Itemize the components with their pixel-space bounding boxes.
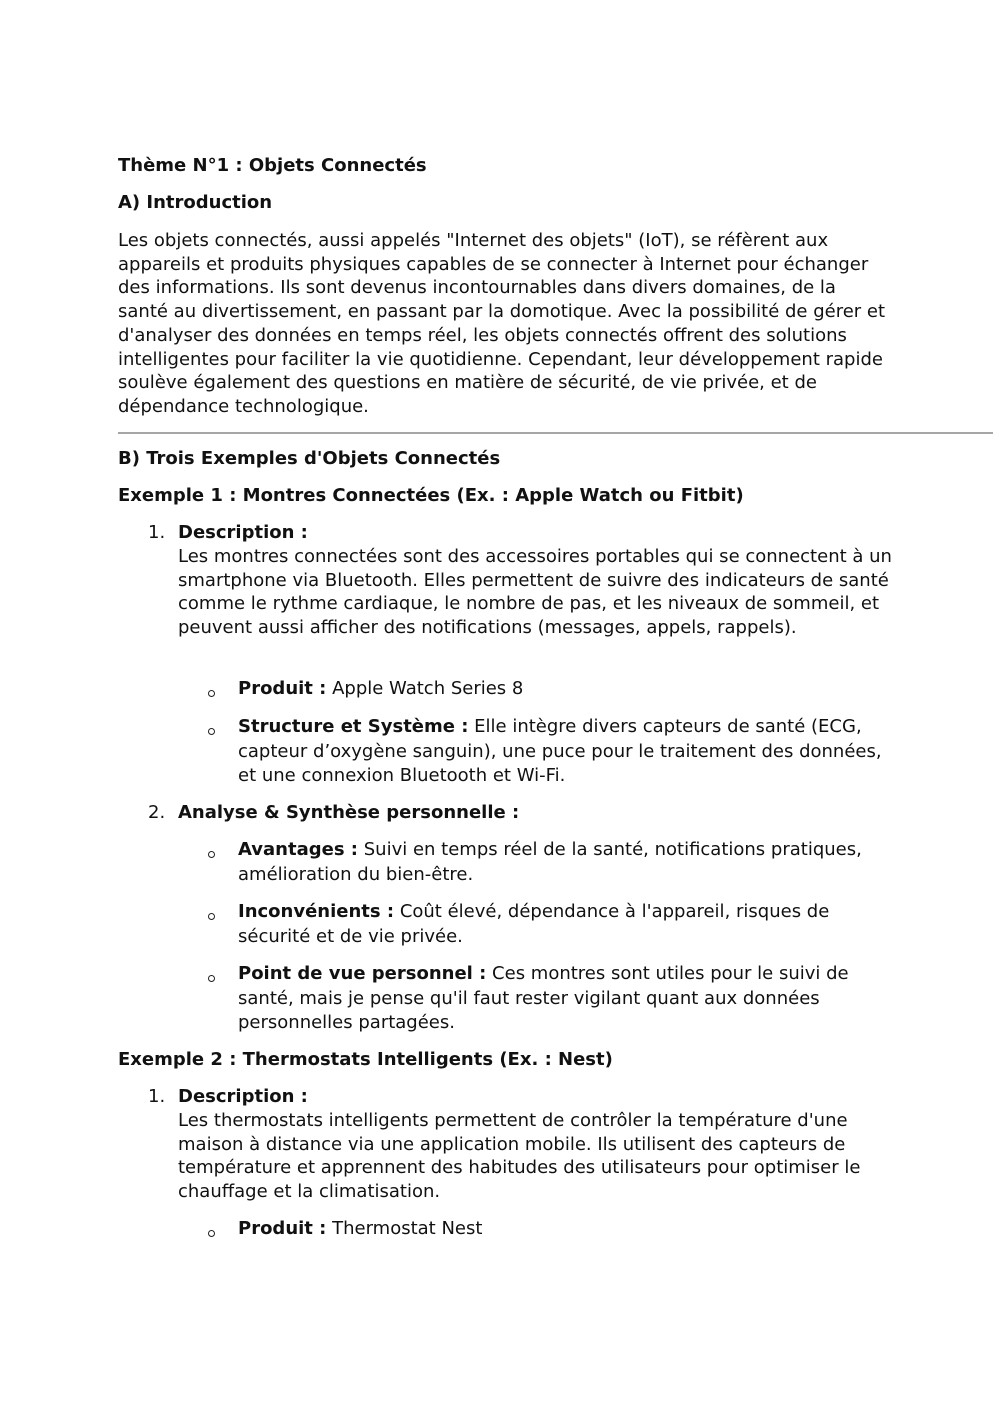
- example-1-heading: Exemple 1 : Montres Connectées (Ex. : Apple Watch ou Fitbit): [118, 485, 744, 506]
- document-title: Thème N°1 : Objets Connectés: [118, 155, 427, 176]
- horizontal-rule: [118, 432, 993, 434]
- bullet-item: [238, 677, 898, 702]
- bullet-value: Elle intègre divers capteurs de santé (ECG, capteur d’oxygène sanguin), une puce pour le traitement des données, et une connexion Bluetooth et Wi-Fi.: [238, 716, 882, 786]
- bullet-item: [238, 962, 898, 1036]
- section-a-heading: A) Introduction: [118, 192, 273, 213]
- description-text: Les montres connectées sont des accessoires portables qui se connectent à un smartphone via Bluetooth. Elles permettent de suivre des indicateurs de santé comme le rythme cardiaque, le nombre de pas, et les niveaux de sommeil, et peuvent aussi afficher des notifications (messages, appels, rappels).: [178, 546, 892, 639]
- description-text: Les thermostats intelligents permettent de contrôler la température d'une maison à distance via une application mobile. Ils utilisent des capteurs de température et apprennent des habitudes des utilisateurs pour optimiser le chauffage et la climatisation.: [178, 1110, 861, 1203]
- bullet-value: Ces montres sont utiles pour le suivi de santé, mais je pense qu'il faut rester vigilant quant aux données personnelles partagées.: [238, 963, 849, 1033]
- bullet-item: [238, 715, 898, 789]
- bullet-label: Produit :: [238, 678, 327, 699]
- description-label: Description :: [178, 1086, 308, 1107]
- bullet-value: Thermostat Nest: [326, 1218, 483, 1239]
- bullet-circle-icon: [208, 851, 215, 858]
- introduction-paragraph: Les objets connectés, aussi appelés "Internet des objets" (IoT), se réfèrent aux appareils et produits physiques capables de se connecter à Internet pour échanger des informations. Ils sont devenus incontournables dans divers domaines, de la santé au divertissement, en passant par la domotique. Avec la possibilité de gérer et d'analyser des données en temps réel, les objets connectés offrent des solutions intelligentes pour faciliter la vie quotidienne. Cependant, leur développement rapide soulève également des questions en matière de sécurité, de vie privée, et de dépendance technologique.: [118, 230, 886, 417]
- bullet-circle-icon: [208, 913, 215, 920]
- bullet-circle-icon: [208, 728, 215, 735]
- list-number: 1.: [148, 522, 166, 543]
- bullet-item: [238, 1217, 898, 1242]
- bullet-item: [238, 838, 898, 887]
- bullet-value: Suivi en temps réel de la santé, notifications pratiques, amélioration du bien-être.: [238, 839, 862, 885]
- bullet-label: Produit :: [238, 1218, 327, 1239]
- bullet-value: Coût élevé, dépendance à l'appareil, risques de sécurité et de vie privée.: [238, 901, 830, 947]
- bullet-circle-icon: [208, 1230, 215, 1237]
- bullet-label: Structure et Système :: [238, 716, 469, 737]
- bullet-label: Avantages :: [238, 839, 359, 860]
- section-b-heading: B) Trois Exemples d'Objets Connectés: [118, 448, 501, 469]
- list-number: 1.: [148, 1086, 166, 1107]
- bullet-item: [238, 900, 898, 949]
- bullet-label: Point de vue personnel :: [238, 963, 487, 984]
- bullet-label: Inconvénients :: [238, 901, 395, 922]
- list-number: 2.: [148, 802, 166, 823]
- bullet-value: Apple Watch Series 8: [326, 678, 524, 699]
- bullet-circle-icon: [208, 975, 215, 982]
- analysis-label: Analyse & Synthèse personnelle :: [178, 802, 520, 823]
- example-2-heading: Exemple 2 : Thermostats Intelligents (Ex. : Nest): [118, 1049, 613, 1070]
- bullet-circle-icon: [208, 690, 215, 697]
- description-label: Description :: [178, 522, 308, 543]
